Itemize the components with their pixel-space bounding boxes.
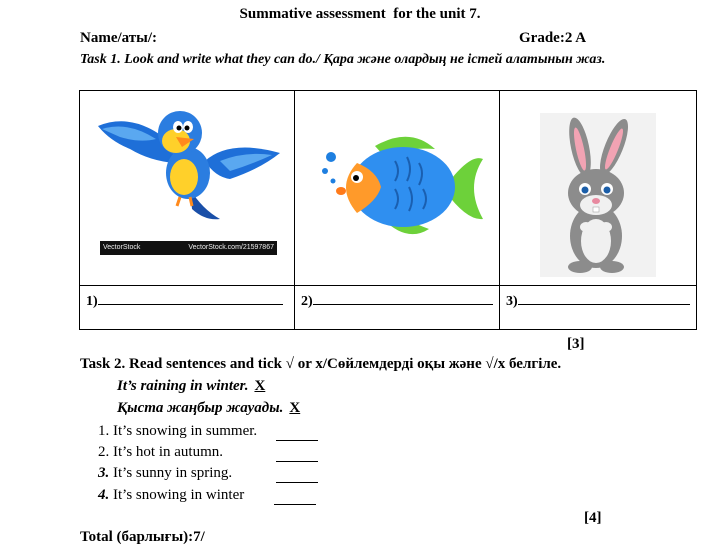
item-number-4: 4. <box>98 487 110 503</box>
picture-cell-1 <box>80 91 294 285</box>
bird-icon <box>80 91 294 241</box>
answer-1[interactable] <box>86 290 283 310</box>
item-number-3: 3. <box>98 465 110 481</box>
answer-label-3: 3) <box>506 294 518 309</box>
example-answer-1: X <box>254 378 266 394</box>
sentence-item-1 <box>98 423 257 440</box>
item-number-1: 1. <box>98 423 110 439</box>
rabbit-icon <box>500 91 697 285</box>
picture-cell-3 <box>500 91 697 285</box>
grade-label: Grade:2 A <box>519 30 587 46</box>
item-blank-2[interactable] <box>276 446 318 462</box>
item-text-2: It’s hot in autumn. <box>113 444 223 460</box>
task2-instruction: Task 2. Read sentences and tick √ or x/Сөйлемдерді оқы және √/x белгіле. <box>80 356 562 372</box>
example-text-1: It’s raining in winter. <box>117 378 249 394</box>
answer-2[interactable] <box>301 290 493 310</box>
answer-label-1: 1) <box>86 294 98 309</box>
task2-marks: [4] <box>584 510 602 526</box>
example-sentence-1 <box>117 378 265 395</box>
picture-grid <box>79 90 697 330</box>
item-text-3: It’s sunny in spring. <box>113 465 233 481</box>
stock-caption-id: VectorStock.com/21597867 <box>188 244 274 251</box>
sentence-item-2 <box>98 444 223 461</box>
item-blank-1[interactable] <box>276 425 318 441</box>
sentence-item-3 <box>98 465 232 482</box>
task1-instruction: Task 1. Look and write what they can do./ Қара және олардың не істей алатынын жаз. <box>80 52 606 67</box>
example-answer-2: X <box>289 400 301 416</box>
item-blank-4[interactable] <box>274 489 316 505</box>
item-text-4: It’s snowing in winter <box>113 487 245 503</box>
name-label: Name/аты/: <box>80 30 158 46</box>
item-blank-3[interactable] <box>276 467 318 483</box>
total-score: Total (барлығы):7/ <box>80 529 205 545</box>
sentence-item-4 <box>98 487 244 504</box>
item-number-2: 2. <box>98 444 110 460</box>
task1-marks: [3] <box>567 336 585 352</box>
example-text-2: Қыста жаңбыр жауады. <box>117 400 284 416</box>
example-sentence-2 <box>117 400 300 417</box>
fish-icon <box>295 91 499 285</box>
picture-cell-2 <box>295 91 499 285</box>
answer-label-2: 2) <box>301 294 313 309</box>
answer-3[interactable] <box>506 290 690 310</box>
item-text-1: It’s snowing in summer. <box>113 423 258 439</box>
document-title: Summative assessment for the unit 7. <box>239 6 481 22</box>
stock-watermark-bar <box>100 241 277 255</box>
stock-caption: VectorStock <box>103 244 141 251</box>
